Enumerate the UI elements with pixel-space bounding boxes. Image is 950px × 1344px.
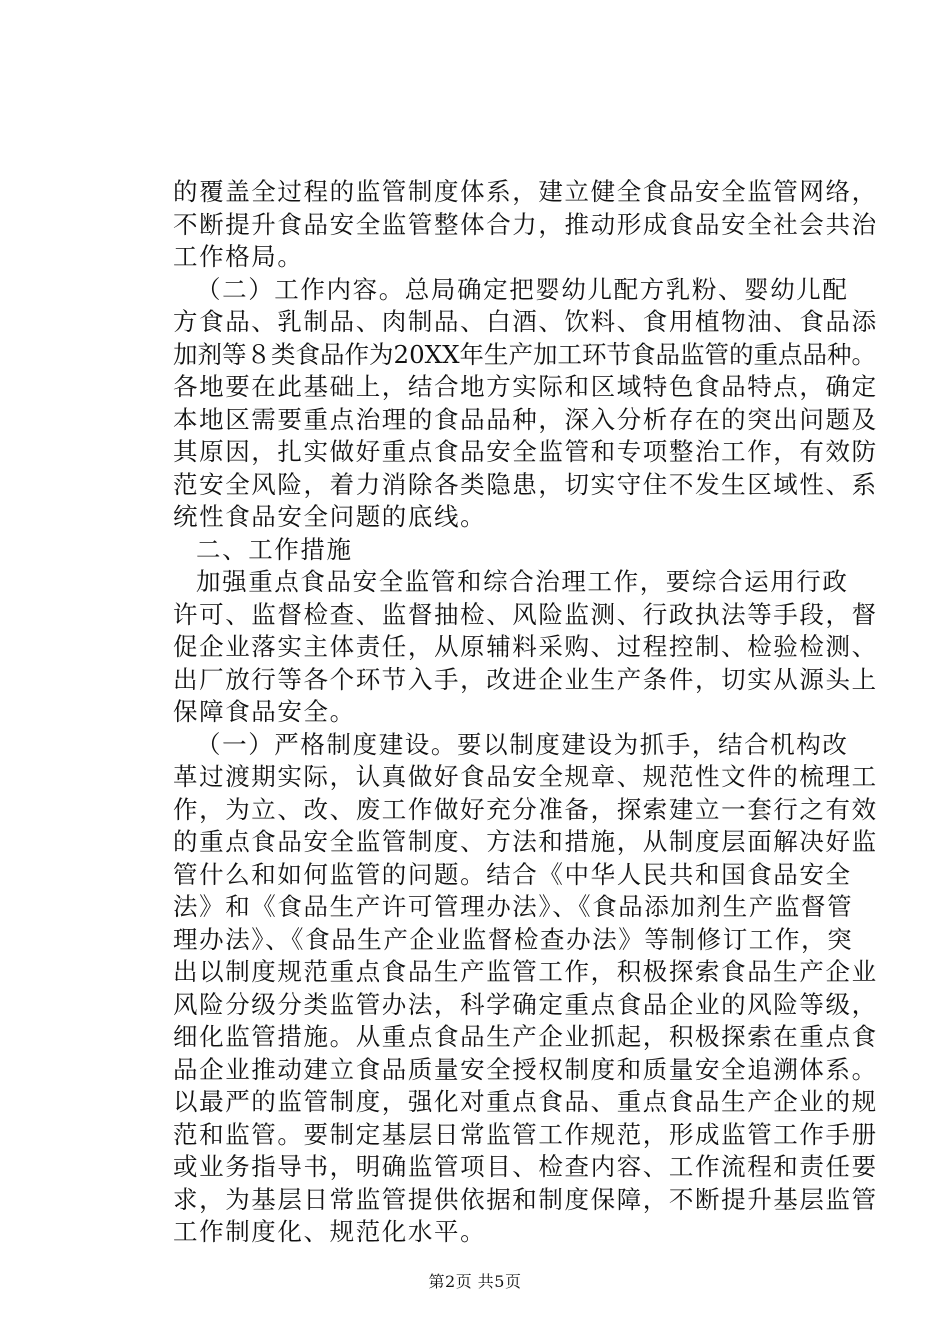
text-line: 或业务指导书，明确监管项目、检查内容、工作流程和责任要: [173, 1152, 878, 1181]
text-line: 的覆盖全过程的监管制度体系，建立健全食品安全监管网络，: [173, 177, 878, 206]
text-line: 范安全风险，着力消除各类隐患，切实守住不发生区域性、系: [173, 470, 878, 499]
text-line: 革过渡期实际，认真做好食品安全规章、规范性文件的梳理工: [173, 762, 878, 791]
text-line: 作，为立、改、废工作做好充分准备，探索建立一套行之有效: [173, 795, 878, 824]
text-line: 保障食品安全。: [173, 697, 356, 726]
text-line: 求，为基层日常监管提供依据和制度保障，不断提升基层监管: [173, 1185, 878, 1214]
text-line: 风险分级分类监管办法，科学确定重点食品企业的风险等级，: [173, 990, 878, 1019]
text-line: 法》和《食品生产许可管理办法》、《食品添加剂生产监督管: [173, 892, 854, 921]
text-line: （二）工作内容。总局确定把婴幼儿配方乳粉、婴幼儿配: [196, 275, 849, 304]
text-line: 范和监管。要制定基层日常监管工作规范，形成监管工作手册: [173, 1120, 878, 1149]
text-line: 管什么和如何监管的问题。结合《中华人民共和国食品安全: [173, 860, 852, 889]
text-line: 许可、监督检查、监督抽检、风险监测、行政执法等手段，督: [173, 600, 878, 629]
text-line: 统性食品安全问题的底线。: [173, 502, 487, 531]
text-line: 工作格局。: [173, 242, 304, 271]
text-line: 促企业落实主体责任，从原辅料采购、过程控制、检验检测、: [173, 632, 878, 661]
text-line: 加强重点食品安全监管和综合治理工作，要综合运用行政: [196, 567, 849, 596]
text-line: 工作制度化、规范化水平。: [173, 1217, 487, 1246]
text-line: 加剂等８类食品作为20XX年生产加工环节食品监管的重点品种。: [173, 340, 877, 369]
page-number-footer: 第2页 共5页: [428, 1272, 522, 1291]
text-line: 其原因，扎实做好重点食品安全监管和专项整治工作，有效防: [173, 437, 878, 466]
text-line: 不断提升食品安全监管整体合力，推动形成食品安全社会共治: [173, 210, 878, 239]
text-line: 方食品、乳制品、肉制品、白酒、饮料、食用植物油、食品添: [173, 307, 878, 336]
text-line: 细化监管措施。从重点食品生产企业抓起，积极探索在重点食: [173, 1022, 878, 1051]
text-line: 出厂放行等各个环节入手，改进企业生产条件，切实从源头上: [173, 665, 878, 694]
text-line: 本地区需要重点治理的食品品种，深入分析存在的突出问题及: [173, 405, 878, 434]
text-line: 理办法》、《食品生产企业监督检查办法》等制修订工作，突: [173, 925, 854, 954]
text-line: 各地要在此基础上，结合地方实际和区域特色食品特点，确定: [173, 372, 878, 401]
text-line: （一）严格制度建设。要以制度建设为抓手，结合机构改: [196, 730, 849, 759]
text-line: 的重点食品安全监管制度、方法和措施，从制度层面解决好监: [173, 827, 878, 856]
section-heading: 二、工作措施: [196, 535, 353, 564]
text-line: 出以制度规范重点食品生产监管工作，积极探索食品生产企业: [173, 957, 878, 986]
text-line: 品企业推动建立食品质量安全授权制度和质量安全追溯体系。: [173, 1055, 878, 1084]
text-line: 以最严的监管制度，强化对重点食品、重点食品生产企业的规: [173, 1087, 878, 1116]
